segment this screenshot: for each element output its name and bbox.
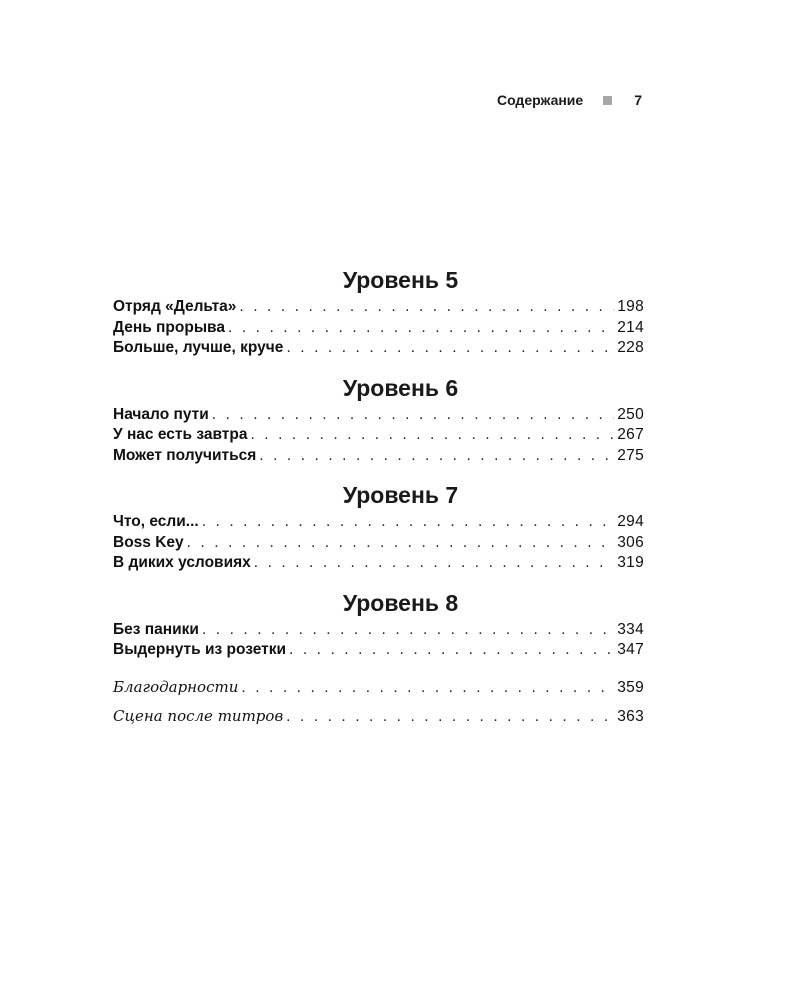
toc-entry[interactable] <box>113 425 644 446</box>
toc-entry-page: 363 <box>617 707 644 725</box>
dot-leader <box>239 297 614 318</box>
toc-entry-title: Сцена после титров <box>113 706 284 725</box>
toc-entry-title: Больше, лучше, круче <box>113 339 284 356</box>
toc-entry[interactable] <box>113 318 644 339</box>
dot-leader <box>250 425 614 446</box>
toc-entry-post-credits[interactable] <box>113 702 644 731</box>
toc-entry-acknowledgements[interactable] <box>113 673 644 702</box>
toc-entry-title: Благодарности <box>113 677 239 696</box>
toc-entry-page: 359 <box>617 678 644 696</box>
toc-entry-page: 198 <box>617 298 644 315</box>
toc-entry[interactable] <box>113 640 644 661</box>
dot-leader <box>254 553 614 574</box>
level-title: Уровень 5 <box>342 267 459 293</box>
dot-leader <box>241 673 614 702</box>
dot-leader <box>187 533 615 554</box>
toc-entry-title: Без паники <box>113 620 199 638</box>
toc-entry[interactable] <box>113 533 644 554</box>
running-head-page-number: 7 <box>634 92 642 108</box>
dot-leader <box>212 405 614 426</box>
running-head-section: Содержание <box>496 92 584 108</box>
toc-entry-page: 306 <box>617 533 644 551</box>
toc-entry[interactable] <box>113 446 644 467</box>
toc-level-7 <box>113 478 644 574</box>
toc-entry-page: 294 <box>617 513 644 530</box>
level-title: Уровень 8 <box>342 589 459 616</box>
level-title: Уровень 6 <box>342 374 459 401</box>
toc-entry[interactable] <box>113 297 644 318</box>
toc-entry-title: У нас есть завтра <box>113 426 248 443</box>
dot-leader <box>259 446 614 467</box>
dot-leader <box>202 620 614 641</box>
toc-level-5 <box>113 263 644 359</box>
dot-leader <box>228 318 614 339</box>
toc-entry-title: Boss Key <box>113 533 184 551</box>
toc-entry[interactable] <box>113 338 644 359</box>
toc-entry-title: Что, если... <box>113 513 199 530</box>
toc-level-8 <box>113 586 644 661</box>
dot-leader <box>286 338 614 359</box>
toc-level-6 <box>113 371 644 467</box>
toc-entry-title: В диких условиях <box>113 554 251 571</box>
toc-entry-title: Может получиться <box>113 446 257 464</box>
toc-entry[interactable] <box>113 553 644 574</box>
toc-entry-title: День прорыва <box>113 318 225 336</box>
toc-back-matter <box>113 673 644 731</box>
toc-entry-page: 250 <box>617 405 644 423</box>
toc-entry-title: Выдернуть из розетки <box>113 641 287 658</box>
dot-leader <box>289 640 614 661</box>
toc-entry[interactable] <box>113 405 644 426</box>
toc-entry-page: 214 <box>617 318 644 336</box>
dot-leader <box>286 702 614 731</box>
dot-leader <box>202 512 615 533</box>
table-of-contents <box>113 263 644 731</box>
toc-entry[interactable] <box>113 512 644 533</box>
toc-entry-page: 275 <box>617 446 644 464</box>
level-title: Уровень 7 <box>342 482 459 508</box>
toc-entry-page: 319 <box>617 554 644 571</box>
toc-entry-title: Отряд «Дельта» <box>113 298 237 315</box>
toc-entry[interactable] <box>113 620 644 641</box>
running-head <box>0 88 642 112</box>
square-bullet-icon <box>603 96 612 105</box>
toc-entry-title: Начало пути <box>113 405 209 423</box>
toc-entry-page: 347 <box>617 641 644 658</box>
toc-entry-page: 334 <box>617 620 644 638</box>
toc-entry-page: 228 <box>617 339 644 356</box>
toc-entry-page: 267 <box>617 426 644 443</box>
